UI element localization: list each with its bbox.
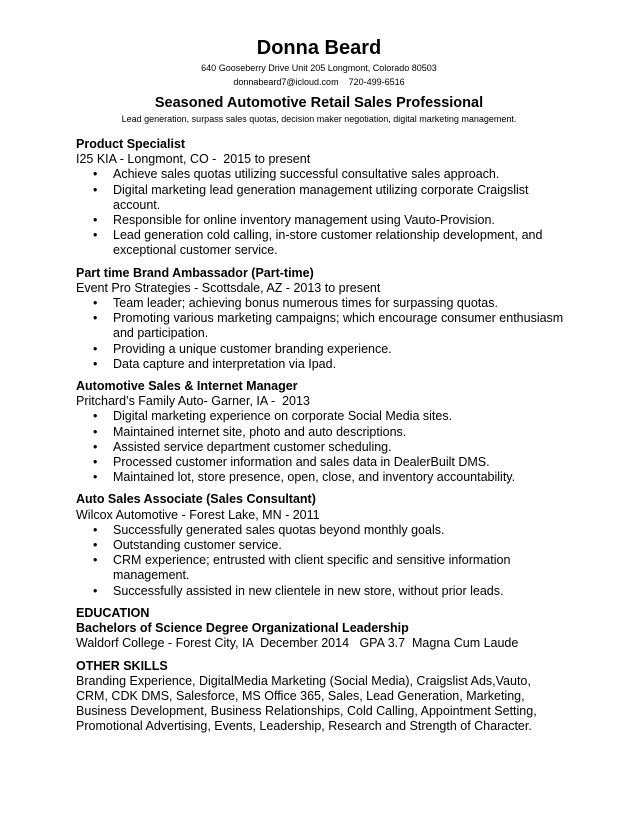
bullet-item: • Successfully generated sales quotas beyond monthly goals.: [76, 523, 566, 538]
education-details: Waldorf College - Forest City, IA December 2014 GPA 3.7 Magna Cum Laude: [76, 636, 519, 651]
job-entry: [76, 137, 566, 259]
bullet-item: • Responsible for online inventory management using Vauto-Provision.: [76, 213, 566, 228]
job-bullets: [76, 523, 566, 599]
bullet-item: • Achieve sales quotas utilizing successful consultative sales approach.: [76, 167, 566, 182]
job-employer: I25 KIA - Longmont, CO - 2015 to present: [76, 152, 311, 167]
headline-tagline: Lead generation, surpass sales quotas, decision maker negotiation, digital marketing management.: [121, 114, 517, 124]
bullet-item: • Outstanding customer service.: [76, 538, 566, 553]
skills-section: [76, 659, 566, 735]
bullet-item: • Promoting various marketing campaigns; which encourage consumer enthusiasm and participation.: [76, 311, 566, 341]
job-employer: Wilcox Automotive - Forest Lake, MN - 2011: [76, 507, 320, 522]
bullet-item: • Lead generation cold calling, in-store customer relationship development, and exceptional customer service.: [76, 228, 566, 258]
bullet-item: • Team leader; achieving bonus numerous times for surpassing quotas.: [76, 296, 566, 311]
job-entry: [76, 492, 566, 598]
bullet-item: • Successfully assisted in new clientele in new store, without prior leads.: [76, 584, 566, 599]
degree-title: Bachelors of Science Degree Organizational Leadership: [76, 621, 409, 636]
job-employer: Pritchard’s Family Auto- Garner, IA - 2013: [76, 394, 310, 409]
bullet-item: • Digital marketing lead generation management utilizing corporate Craigslist account.: [76, 183, 566, 213]
job-entry: [76, 266, 566, 372]
bullet-item: • Maintained lot, store presence, open, close, and inventory accountability.: [76, 470, 566, 485]
job-bullets: [76, 167, 566, 258]
bullet-item: • Digital marketing experience on corporate Social Media sites.: [76, 409, 566, 424]
job-bullets: [76, 409, 566, 485]
professional-headline: Seasoned Automotive Retail Sales Professional: [154, 95, 484, 111]
resume-body: [76, 137, 566, 735]
job-employer: Event Pro Strategies - Scottsdale, AZ - 2013 to present: [76, 280, 381, 295]
email-phone-line: donnabeard7@icloud.com 720-499-6516: [233, 77, 405, 87]
bullet-item: • Processed customer information and sales data in DealerBuilt DMS.: [76, 455, 566, 470]
education-heading: EDUCATION: [76, 605, 150, 620]
job-title: Automotive Sales & Internet Manager: [76, 379, 298, 394]
job-entry: [76, 379, 566, 485]
job-title: Part time Brand Ambassador (Part-time): [76, 265, 314, 280]
skills-heading: OTHER SKILLS: [76, 658, 168, 673]
bullet-item: • Data capture and interpretation via Ipad.: [76, 357, 566, 372]
candidate-name: Donna Beard: [256, 37, 382, 59]
job-title: Auto Sales Associate (Sales Consultant): [76, 492, 316, 507]
bullet-item: • Assisted service department customer scheduling.: [76, 440, 566, 455]
address-line: 640 Gooseberry Drive Unit 205 Longmont, Colorado 80503: [201, 63, 437, 73]
job-bullets: [76, 296, 566, 372]
skills-text: Branding Experience, DigitalMedia Marketing (Social Media), Craigslist Ads,Vauto, CRM, CDK DMS, Salesforce, MS Office 365, Sales, Lead Generation, Marketing, Business Development, Business Relationships, Cold Calling, Appointment Setting, Promotional Advertising, Events, Leadership, Research and Strength of Character.: [76, 673, 537, 734]
bullet-item: • CRM experience; entrusted with client specific and sensitive information management.: [76, 553, 566, 583]
bullet-item: • Providing a unique customer branding experience.: [76, 342, 566, 357]
education-section: [76, 606, 566, 652]
job-title: Product Specialist: [76, 137, 186, 151]
bullet-item: • Maintained internet site, photo and auto descriptions.: [76, 425, 566, 440]
